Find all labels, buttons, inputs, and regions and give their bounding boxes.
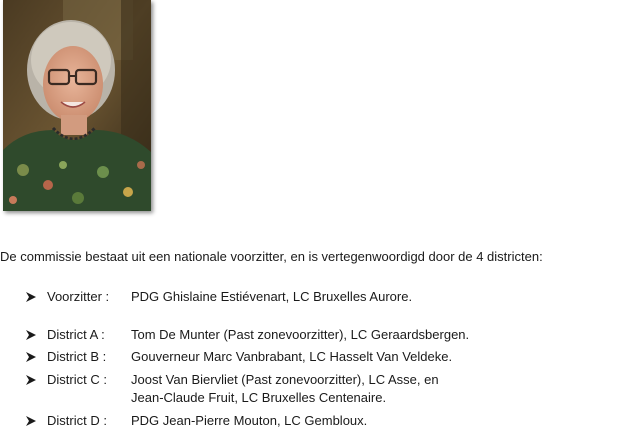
intro-text: De commissie bestaat uit een nationale voorzitter, en is vertegenwoordigd door de 4 districten: [0,249,543,264]
arrow-bullet-icon [24,327,38,343]
role-label: District B : [47,349,107,364]
member-text: PDG Jean-Pierre Mouton, LC Gembloux. [131,413,368,428]
member-text: Gouverneur Marc Vanbrabant, LC Hasselt Van Veldeke. [131,349,453,364]
arrow-bullet-icon [24,413,38,429]
role-label: District D : [47,413,107,428]
member-value [131,289,412,305]
role-label: Voorzitter : [47,289,110,304]
member-value [131,349,452,365]
member-text: Jean-Claude Fruit, LC Bruxelles Centenaire. [131,390,387,405]
member-value [131,372,439,406]
member-value [131,413,367,429]
role-label: District C : [47,372,107,387]
arrow-bullet-icon [24,289,38,305]
member-text: Tom De Munter (Past zonevoorzitter), LC Geraardsbergen. [131,327,470,342]
arrow-bullet-icon [24,349,38,365]
member-value [131,327,469,343]
arrow-bullet-icon [24,372,38,388]
member-text: PDG Ghislaine Estiévenart, LC Bruxelles Aurore. [131,289,413,304]
member-text: Joost Van Biervliet (Past zonevoorzitter), LC Asse, en [131,372,439,387]
role-label: District A : [47,327,105,342]
